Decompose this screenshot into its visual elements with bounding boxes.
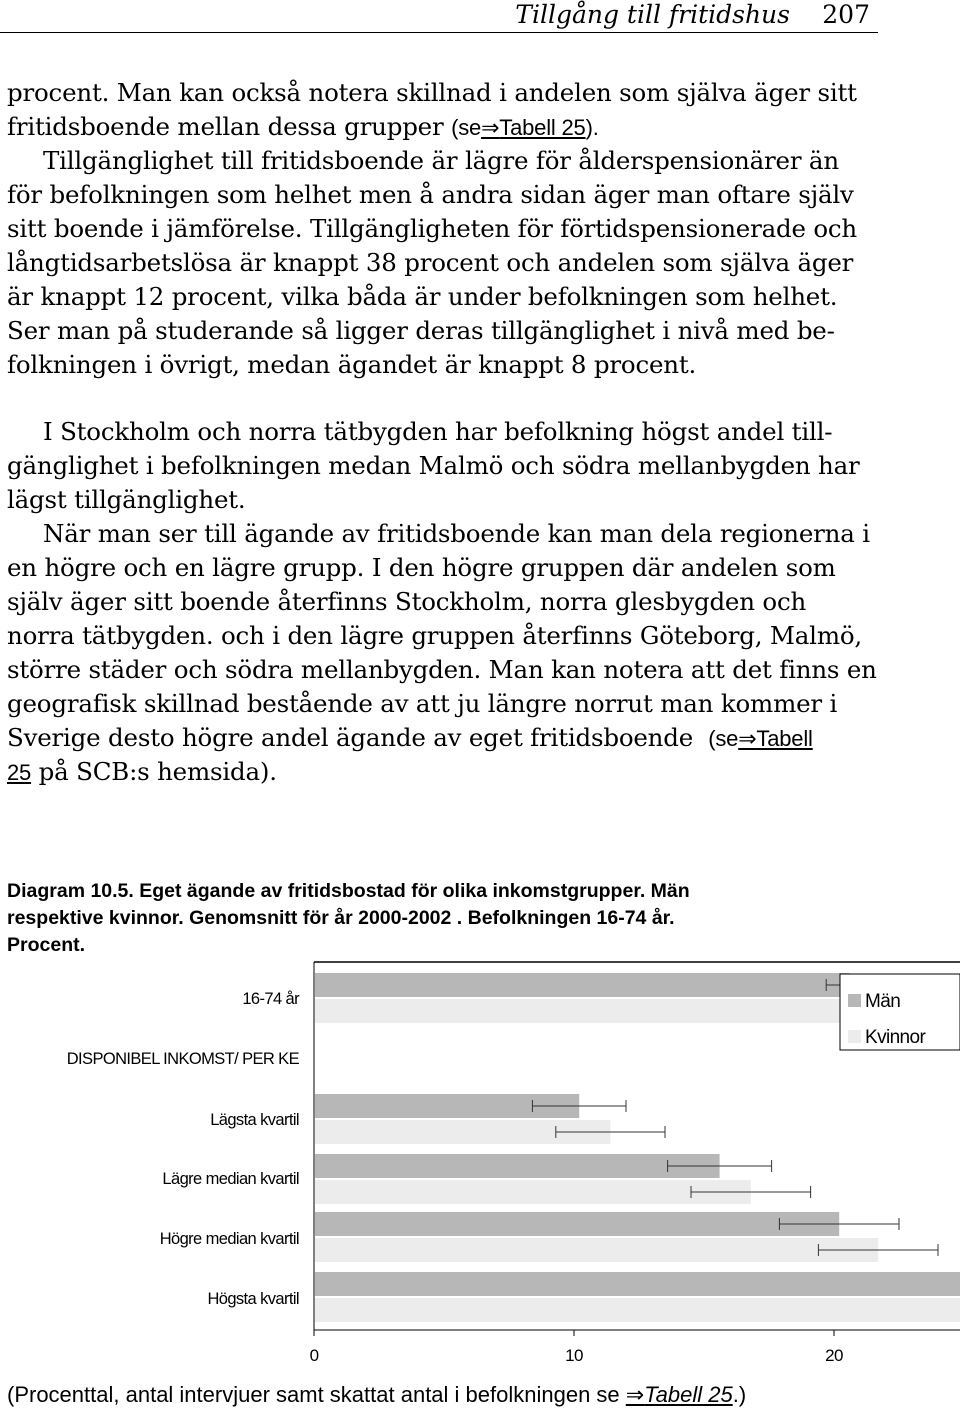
bar-chart — [0, 960, 960, 1375]
category-label: 16-74 år — [242, 990, 299, 1008]
legend-label: Män — [865, 991, 901, 1012]
bar — [315, 1154, 720, 1178]
arrow-right-icon: ⇒ — [625, 1383, 645, 1408]
table-25-link[interactable]: Tabell — [756, 726, 813, 751]
text-line: norra tätbygden. och i den lägre gruppen återfinns Göteborg, Malmö, — [7, 621, 862, 650]
table-25-link-continued[interactable]: 25 — [7, 760, 32, 785]
table-25-link[interactable]: Tabell 25 — [644, 1382, 733, 1407]
text-line: När man ser till ägande av fritidsboende kan man dela regionerna i — [43, 519, 870, 548]
legend-swatch — [848, 994, 861, 1007]
text-line: Tillgänglighet till fritidsboende är lägre för ålderspensionärer än — [43, 146, 839, 175]
page-number: 207 — [822, 0, 870, 29]
text-fragment: på SCB:s hemsida). — [31, 757, 277, 786]
paragraph-2 — [7, 415, 887, 789]
diagram-title-line: respektive kvinnor. Genomsnitt för år 2000-2002 . Befolkningen 16-74 år. — [7, 907, 675, 929]
bar — [315, 1238, 878, 1262]
text-line: långtidsarbetslösa är knappt 38 procent och andelen som själva äger — [7, 248, 854, 277]
bar — [315, 1212, 839, 1236]
paragraph-1 — [7, 76, 887, 382]
text-line: geografisk skillnad bestående av att ju längre norrut man kommer i — [7, 689, 838, 718]
bar — [315, 1180, 751, 1204]
bar — [315, 1298, 960, 1322]
category-label: Lägre median kvartil — [162, 1170, 299, 1188]
text-line: är knappt 12 procent, vilka båda är under befolkningen som helhet. — [7, 282, 838, 311]
page-header — [0, 0, 878, 33]
x-tick-label: 10 — [565, 1346, 583, 1365]
text-line: Ser man på studerande så ligger deras tillgänglighet i nivå med be- — [7, 316, 835, 345]
diagram-title-line: Procent. — [7, 934, 86, 956]
x-tick-label: 0 — [309, 1346, 319, 1365]
group-heading-label: DISPONIBEL INKOMST/ PER KE — [66, 1050, 299, 1068]
running-title: Tillgång till fritidshus — [515, 0, 790, 29]
text-line: en högre och en lägre grupp. I den högre gruppen där andelen som — [7, 553, 836, 582]
legend-label: Kvinnor — [865, 1027, 926, 1048]
arrow-right-icon: ⇒ — [738, 727, 757, 752]
text-line: större städer och södra mellanbygden. Man kan notera att det finns en — [7, 655, 877, 684]
text-line: I Stockholm och norra tätbygden har befolkning högst andel till- — [43, 417, 833, 446]
reference-open: (se — [451, 115, 482, 140]
reference-close: ). — [585, 115, 599, 140]
x-tick-label: 20 — [825, 1346, 843, 1365]
bar — [315, 973, 850, 997]
text-line-with-reference — [7, 721, 887, 755]
arrow-right-icon: ⇒ — [481, 116, 500, 141]
text-line: lägst tillgänglighet. — [7, 485, 246, 514]
reference-open: (se — [708, 726, 739, 751]
category-label: Högre median kvartil — [159, 1230, 299, 1248]
diagram-title-line: Diagram 10.5. Eget ägande av fritidsbostad för olika inkomstgrupper. Män — [7, 880, 690, 902]
text-fragment: Sverige desto högre andel ägande av eget fritidsboende — [7, 723, 694, 752]
category-label: Högsta kvartil — [207, 1290, 299, 1308]
text-line — [7, 755, 887, 789]
text-line: sitt boende i jämförelse. Tillgängligheten för förtidspensionerade och — [7, 214, 858, 243]
diagram-caption — [7, 1382, 746, 1408]
text-fragment: fritidsboende mellan dessa grupper — [7, 112, 444, 141]
legend-swatch — [848, 1030, 861, 1043]
bar — [315, 1272, 960, 1296]
text-line: själv äger sitt boende återfinns Stockholm, norra glesbygden och — [7, 587, 807, 616]
table-25-link[interactable]: Tabell 25 — [499, 115, 586, 140]
text-line: för befolkningen som helhet men å andra sidan äger man oftare själv — [7, 180, 854, 209]
diagram-title — [7, 878, 907, 959]
text-line-with-reference — [7, 110, 887, 144]
text-line: gänglighet i befolkningen medan Malmö och södra mellanbygden har — [7, 451, 860, 480]
text-line: procent. Man kan också notera skillnad i andelen som själva äger sitt — [7, 78, 857, 107]
text-line: folkningen i övrigt, medan ägandet är knappt 8 procent. — [7, 350, 697, 379]
bar — [315, 999, 873, 1023]
caption-text: (Procenttal, antal intervjuer samt skattat antal i befolkningen se — [7, 1382, 626, 1407]
caption-text: .) — [732, 1382, 747, 1407]
category-label: Lägsta kvartil — [210, 1111, 299, 1129]
